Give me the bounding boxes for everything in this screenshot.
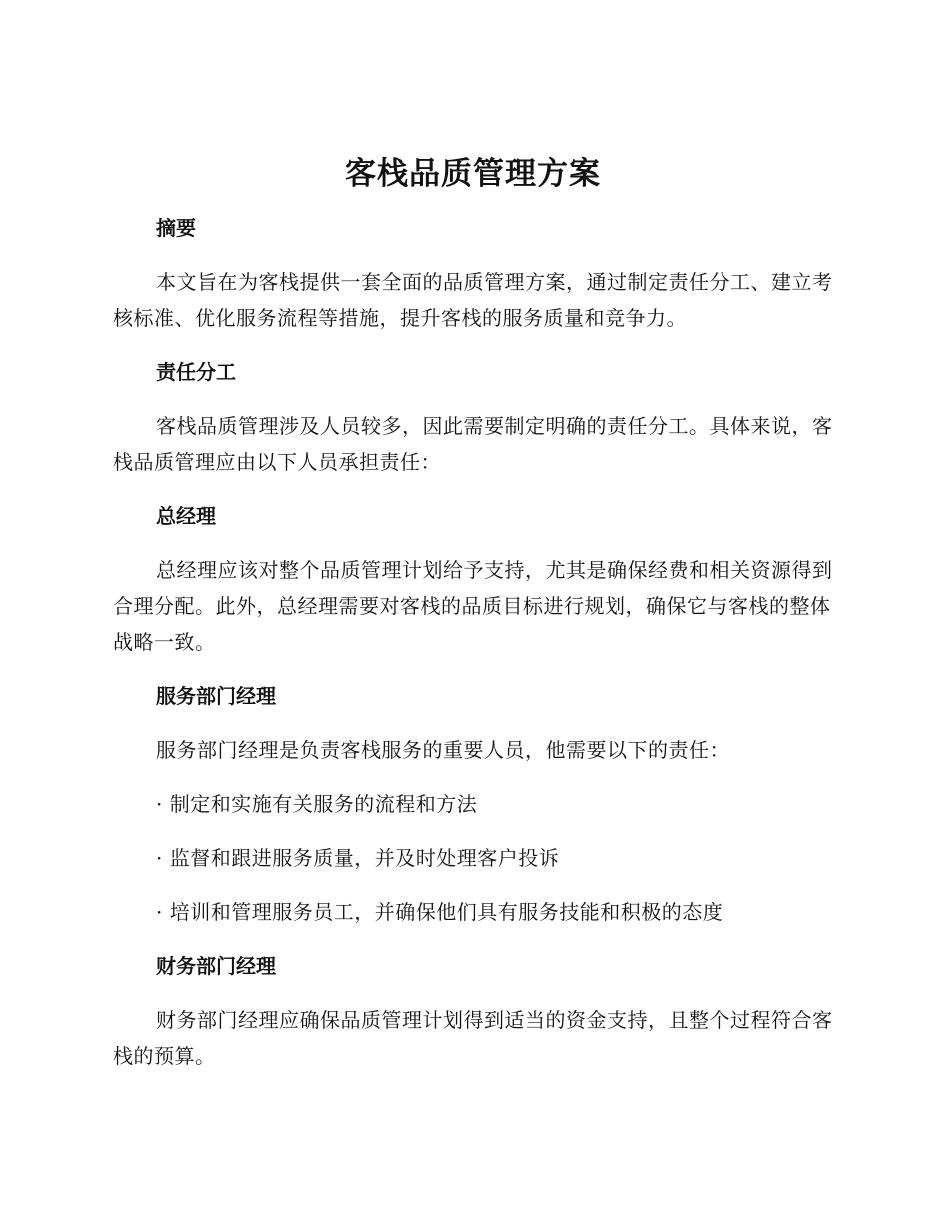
abstract-heading: 摘要 <box>156 216 196 240</box>
finance-manager-paragraph: 财务部门经理应确保品质管理计划得到适当的资金支持，且整个过程符合客栈的预算。 <box>113 1008 833 1068</box>
responsibility-paragraph: 客栈品质管理涉及人员较多，因此需要制定明确的责任分工。具体来说，客栈品质管理应由以下人员承担责任： <box>113 414 833 474</box>
finance-manager-heading: 财务部门经理 <box>156 954 276 978</box>
general-manager-heading: 总经理 <box>156 504 216 528</box>
abstract-paragraph: 本文旨在为客栈提供一套全面的品质管理方案，通过制定责任分工、建立考核标准、优化服务流程等措施，提升客栈的服务质量和竞争力。 <box>113 270 833 330</box>
list-item: · 培训和管理服务员工，并确保他们具有服务技能和积极的态度 <box>156 900 724 924</box>
service-manager-heading: 服务部门经理 <box>156 684 276 708</box>
page-title: 客栈品质管理方案 <box>345 156 601 192</box>
service-manager-paragraph: 服务部门经理是负责客栈服务的重要人员，他需要以下的责任： <box>156 738 730 762</box>
responsibility-heading: 责任分工 <box>156 360 236 384</box>
list-item: · 制定和实施有关服务的流程和方法 <box>156 792 478 816</box>
list-item: · 监督和跟进服务质量，并及时处理客户投诉 <box>156 846 560 870</box>
general-manager-paragraph: 总经理应该对整个品质管理计划给予支持，尤其是确保经费和相关资源得到合理分配。此外，总经理需要对客栈的品质目标进行规划，确保它与客栈的整体战略一致。 <box>113 558 833 654</box>
document-page <box>113 148 833 1074</box>
